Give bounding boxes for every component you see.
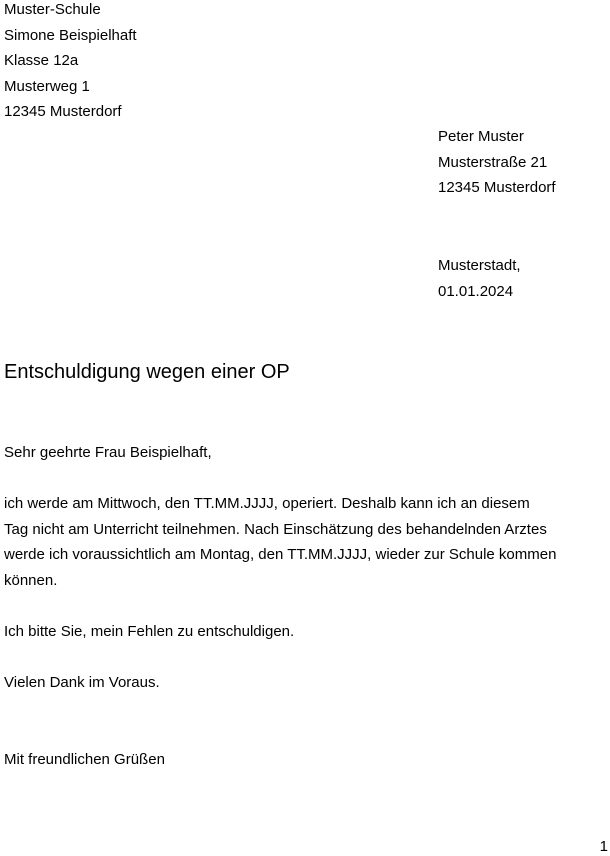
thanks-text: Vielen Dank im Voraus. xyxy=(4,674,160,691)
sender-city: 12345 Musterdorf xyxy=(4,103,122,120)
closing-text: Mit freundlichen Grüßen xyxy=(4,751,165,768)
body-line: können. xyxy=(4,571,58,589)
body-paragraph xyxy=(4,491,608,593)
date: 01.01.2024 xyxy=(438,282,514,300)
sender-address xyxy=(4,0,137,125)
request-paragraph xyxy=(4,619,294,645)
sender-street: Musterweg 1 xyxy=(4,77,90,95)
place-date xyxy=(438,253,521,304)
recipient-street: Musterstraße 21 xyxy=(438,153,548,171)
body-line: Tag nicht am Unterricht teilnehmen. Nach Einschätzung des behandelnden Arztes xyxy=(4,520,547,538)
body-line: werde ich voraussichtlich am Montag, den TT.MM.JJJJ, wieder zur Schule kommen xyxy=(4,546,557,563)
body-line: ich werde am Mittwoch, den TT.MM.JJJJ, operiert. Deshalb kann ich an diesem xyxy=(4,495,530,512)
letter-subject: Entschuldigung wegen einer OP xyxy=(4,361,290,383)
thanks-paragraph xyxy=(4,670,160,696)
salutation-text: Sehr geehrte Frau Beispielhaft, xyxy=(4,444,212,461)
recipient-city: 12345 Musterdorf xyxy=(438,179,556,196)
recipient-address xyxy=(438,124,556,201)
request-text: Ich bitte Sie, mein Fehlen zu entschuldigen. xyxy=(4,623,295,640)
place: Musterstadt, xyxy=(438,257,521,274)
recipient-name: Peter Muster xyxy=(438,128,524,145)
closing xyxy=(4,747,165,773)
sender-school: Muster-Schule xyxy=(4,1,101,18)
page-number: 1 xyxy=(599,838,608,855)
sender-class: Klasse 12a xyxy=(4,52,79,69)
salutation xyxy=(4,440,212,466)
sender-name: Simone Beispielhaft xyxy=(4,26,137,44)
